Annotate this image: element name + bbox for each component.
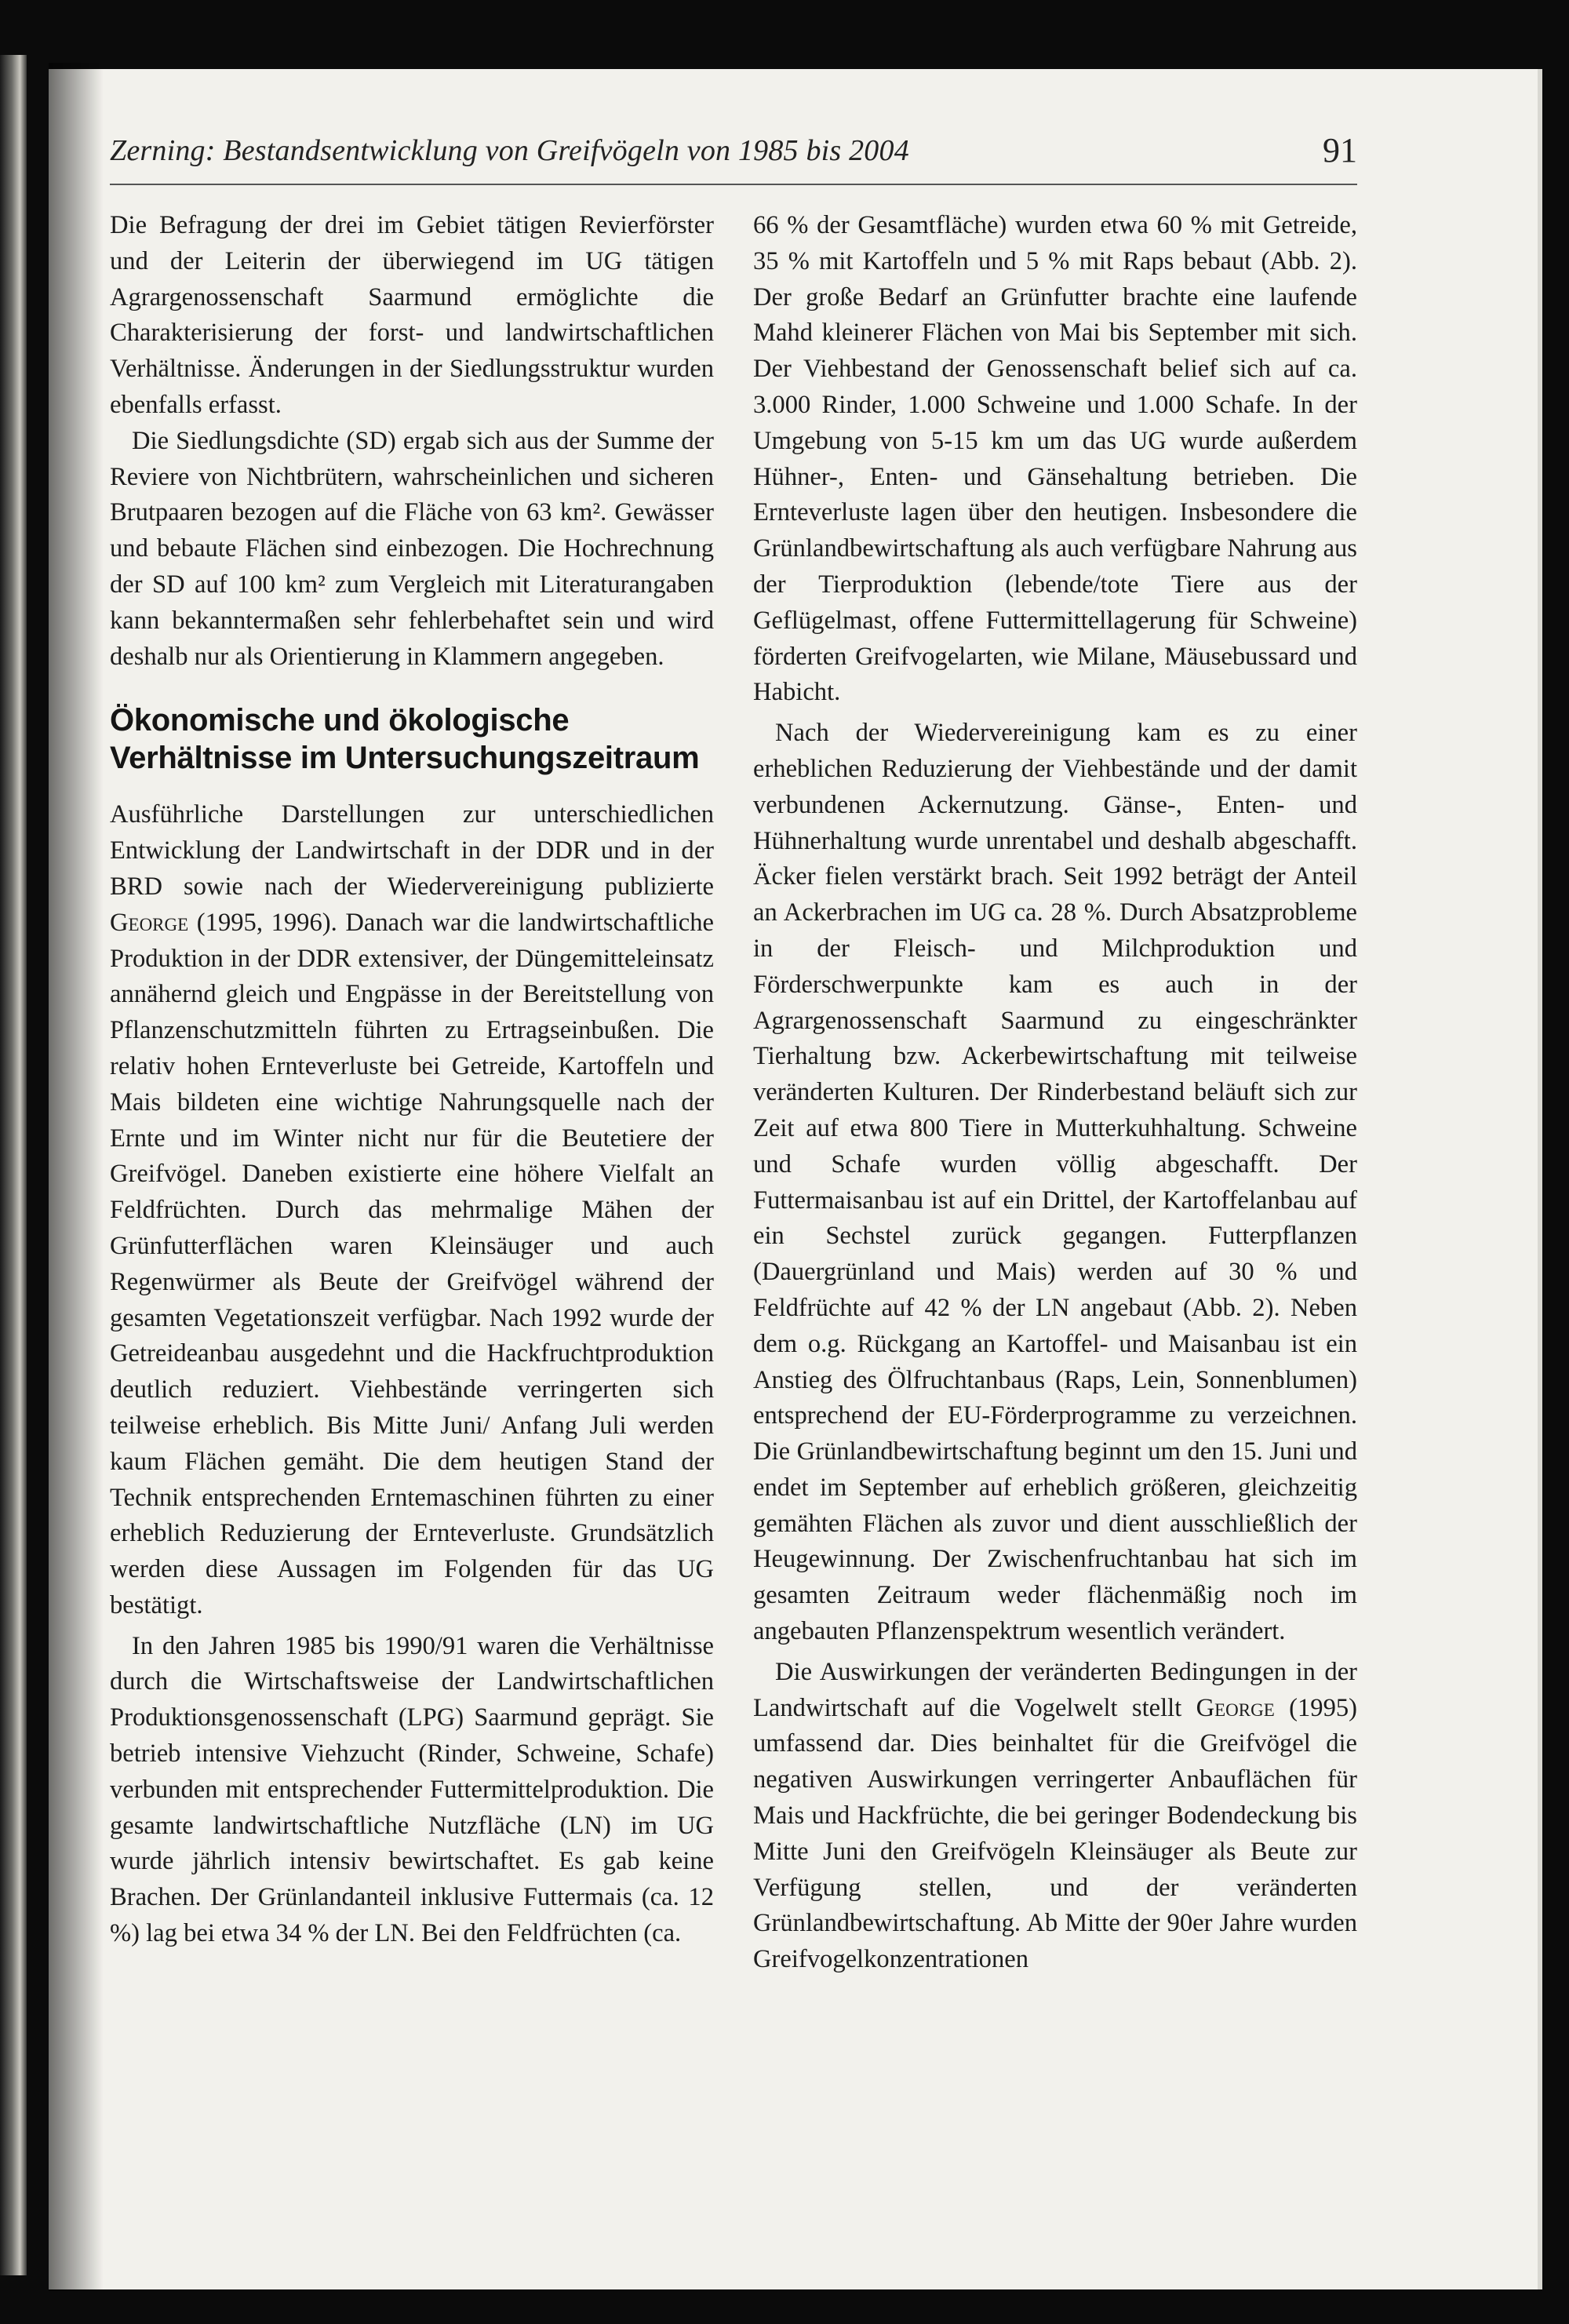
paragraph-density: Die Siedlungsdichte (SD) ergab sich aus der Summe der Reviere von Nichtbrütern, wahrscheinlichen und sicheren Brutpaaren bezogen auf die Fläche von 63 km². Gewässer und bebaute Flächen sind einbezogen. Die Hochrechnung der SD auf 100 km² zum Vergleich mit Literaturangaben kann bekanntermaßen sehr fehlerbehaftet sein und wird deshalb nur als Orientierung in Klammern angegeben.	[110, 426, 714, 671]
paragraph-reunification: Nach der Wiedervereinigung kam es zu einer erheblichen Reduzierung der Viehbestände und der damit verbundenen Ackernutzung. Gänse-, Enten- und Hühnerhaltung wurde unrentabel und deshalb abgeschafft. Äcker fielen verstärkt brach. Seit 1992 beträgt der Anteil an Ackerbrachen im UG ca. 28 %. Durch Absatzprobleme in der Fleisch- und Milchproduktion und Förderschwerpunkte kam es auch in der Agrargenossenschaft Saarmund zu eingeschränkter Tierhaltung bzw. Ackerbewirtschaftung mit teilweise veränderten Kulturen. Der Rinderbestand beläuft sich zur Zeit auf etwa 800 Tiere in Mutterkuhhaltung. Schweine und Schafe wurden völlig abgeschafft. Der Futtermaisanbau ist auf ein Drittel, der Kartoffelanbau auf ein Sechstel zurück gegangen. Futterpflanzen (Dauergrünland und Mais) werden auf 30 % und Feldfrüchte auf 42 % der LN angebaut (Abb. 2). Neben dem o.g. Rückgang an Kartoffel- und Maisanbau ist ein Anstieg des Ölfruchtanbaus (Raps, Lein, Sonnenblumen) entsprechend der EU-Förderprogramme zu verzeichnen. Die Grünlandbewirtschaftung beginnt um den 15. Juni und endet im September auf erheblich größeren, gleichzeitig gemähten Flächen als zuvor und dient ausschließlich der Heugewinnung. Der Zwischenfruchtanbau hat sich im gesamten Zeitraum weder flächenmäßig noch im angebauten Pflanzenspektrum wesentlich verändert.	[753, 719, 1357, 1646]
author-citation: George	[1196, 1693, 1275, 1722]
paragraph-lpg: In den Jahren 1985 bis 1990/91 waren die Verhältnisse durch die Wirtschaftsweise der Landwirtschaftlichen Produktionsgenossenschaft (LPG) Saarmund geprägt. Sie betrieb intensive Viehzucht (Rinder, Schweine, Schafe) verbunden mit entsprechender Futtermittelproduktion. Die gesamte landwirtschaftliche Nutzfläche (LN) im UG wurde jährlich intensiv bewirtschaftet. Es gab keine Brachen. Der Grünlandanteil inklusive Futtermais (ca. 12 %) lag bei etwa 34 % der LN. Bei den Feldfrüchten (ca.	[110, 1631, 714, 1948]
text-run: Die Auswirkungen der veränderten Bedingungen in der Landwirtschaft auf die Vogelwelt stellt	[753, 1657, 1357, 1722]
left-column	[110, 208, 714, 1952]
paragraph-effects	[753, 1655, 1357, 1978]
page-number: 91	[1323, 131, 1357, 169]
running-title: Zerning: Bestandsentwicklung von Greifvögeln von 1985 bis 2004	[110, 134, 909, 167]
paragraph-survey: Die Befragung der drei im Gebiet tätigen Revierförster und der Leiterin der überwiegend im UG tätigen Agrargenossenschaft Saarmund ermöglichte die Charakterisierung der forst- und landwirtschaftlichen Verhältnisse. Änderungen in der Siedlungsstruktur wurden ebenfalls erfasst.	[110, 211, 714, 419]
author-citation: George	[110, 908, 189, 937]
text-run: Ausführliche Darstellungen zur unterschiedlichen Entwicklung der Landwirtschaft in der DDR und in der BRD sowie nach der Wiedervereinigung publizierte	[110, 800, 714, 901]
right-column	[753, 208, 1357, 1978]
adjacent-page-edge	[0, 55, 27, 2275]
paragraph-crops: 66 % der Gesamtfläche) wurden etwa 60 % mit Getreide, 35 % mit Kartoffeln und 5 % mit Raps bebaut (Abb. 2). Der große Bedarf an Grünfutter brachte eine laufende Mahd kleinerer Flächen von Mai bis September mit sich. Der Viehbestand der Genossenschaft belief sich auf ca. 3.000 Rinder, 1.000 Schweine und 1.000 Schafe. In der Umgebung von 5-15 km um das UG wurde außerdem Hühner-, Enten- und Gänsehaltung betrieben. Die Ernteverluste lagen über den heutigen. Insbesondere die Grünlandbewirtschaftung als auch verfügbare Nahrung aus der Tierproduktion (lebende/tote Tiere aus der Geflügelmast, offene Futtermittellagerung für Schweine) förderten Greifvogelarten, wie Milane, Mäusebussard und Habicht.	[753, 211, 1357, 707]
text-run: (1995) umfassend dar. Dies beinhaltet für die Greifvögel die negativen Auswirkungen verringerter Anbauflächen für Mais und Hackfrüchte, die bei geringer Bodendeckung bis Mitte Juni den Greifvögeln Kleinsäuger als Beute zur Verfügung stellen, und der veränderten Grünlandbewirtschaftung. Ab Mitte der 90er Jahre wurden Greifvogelkonzentrationen	[753, 1693, 1357, 1974]
paragraph-agriculture-overview	[110, 797, 714, 1623]
section-heading: Ökonomische und ökologische Verhältnisse im Untersuchungszeitraum	[110, 703, 700, 776]
text-run: (1995, 1996). Danach war die landwirtschaftliche Produktion in der DDR extensiver, der Düngemitteleinsatz annähernd gleich und Engpässe in der Bereitstellung von Pflanzenschutzmitteln führten zu Ertragseinbußen. Die relativ hohen Ernteverluste bei Getreide, Kartoffeln und Mais bildeten eine wichtige Nahrungsquelle nach der Ernte und im Winter nicht nur für die Beutetiere der Greifvögel. Daneben existierte eine höhere Vielfalt an Feldfrüchten. Durch das mehrmalige Mähen der Grünfutterflächen waren Kleinsäuger und auch Regenwürmer als Beute der Greifvögel während der gesamten Vegetationszeit verfügbar. Nach 1992 wurde der Getreideanbau ausgedehnt und die Hackfruchtproduktion deutlich reduziert. Viehbestände verringerten sich teilweise erheblich. Bis Mitte Juni/ Anfang Juli werden kaum Flächen gemäht. Die dem heutigen Stand der Technik entsprechenden Erntemaschinen führten zu einer erheblich Reduzierung der Ernteverluste. Grundsätzlich werden diese Aussagen im Folgenden für das UG bestätigt.	[110, 908, 714, 1619]
header-rule	[110, 184, 1357, 185]
